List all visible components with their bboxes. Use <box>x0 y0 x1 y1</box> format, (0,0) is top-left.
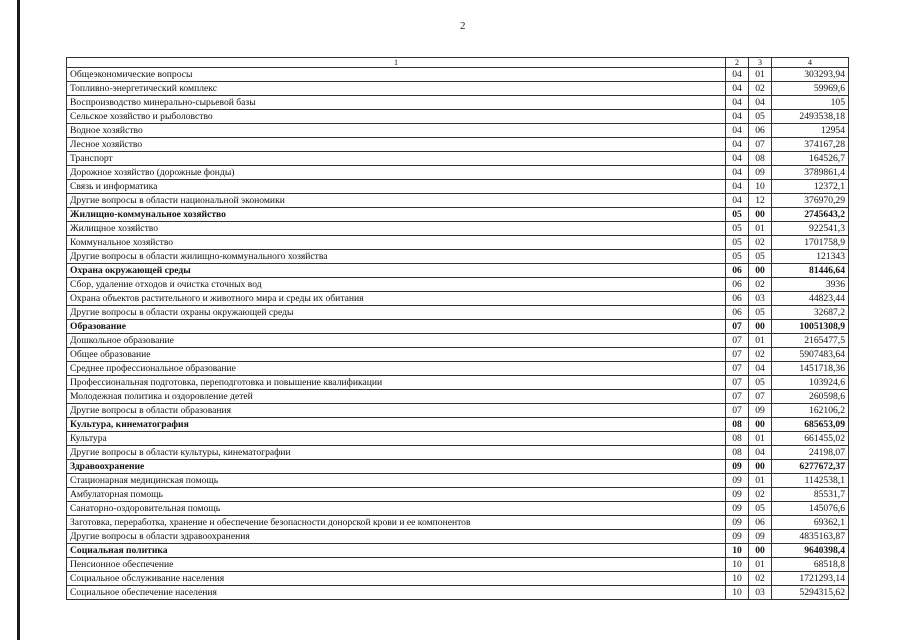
row-amount-cell: 4835163,87 <box>772 530 849 544</box>
row-amount-cell: 6277672,37 <box>772 460 849 474</box>
row-subsection-code-cell: 02 <box>749 82 772 96</box>
row-name-cell: Связь и информатика <box>67 180 726 194</box>
row-section-code-cell: 08 <box>726 432 749 446</box>
row-section-code-cell: 05 <box>726 236 749 250</box>
row-section-code-cell: 06 <box>726 264 749 278</box>
row-section-code-cell: 04 <box>726 68 749 82</box>
row-name-cell: Стационарная медицинская помощь <box>67 474 726 488</box>
row-amount-cell: 68518,8 <box>772 558 849 572</box>
row-subsection-code-cell: 00 <box>749 418 772 432</box>
row-subsection-code-cell: 01 <box>749 474 772 488</box>
table-row <box>67 348 849 362</box>
row-subsection-code-cell: 09 <box>749 166 772 180</box>
table-row <box>67 530 849 544</box>
row-name-cell: Транспорт <box>67 152 726 166</box>
row-subsection-code-cell: 00 <box>749 264 772 278</box>
row-subsection-code-cell: 09 <box>749 404 772 418</box>
table-row <box>67 152 849 166</box>
row-amount-cell: 103924,6 <box>772 376 849 390</box>
row-name-cell: Социальное обеспечение населения <box>67 586 726 600</box>
row-name-cell: Пенсионное обеспечение <box>67 558 726 572</box>
row-amount-cell: 374167,28 <box>772 138 849 152</box>
row-amount-cell: 44823,44 <box>772 292 849 306</box>
header-col-1: 1 <box>67 58 726 68</box>
row-section-code-cell: 09 <box>726 502 749 516</box>
row-amount-cell: 685653,09 <box>772 418 849 432</box>
row-subsection-code-cell: 01 <box>749 432 772 446</box>
table-row <box>67 334 849 348</box>
row-subsection-code-cell: 01 <box>749 68 772 82</box>
row-section-code-cell: 09 <box>726 530 749 544</box>
row-amount-cell: 81446,64 <box>772 264 849 278</box>
row-subsection-code-cell: 02 <box>749 348 772 362</box>
row-subsection-code-cell: 01 <box>749 222 772 236</box>
row-name-cell: Сельское хозяйство и рыболовство <box>67 110 726 124</box>
row-section-code-cell: 04 <box>726 110 749 124</box>
row-name-cell: Охрана объектов растительного и животного мира и среды их обитания <box>67 292 726 306</box>
row-section-code-cell: 04 <box>726 124 749 138</box>
table-row <box>67 264 849 278</box>
table-row <box>67 68 849 82</box>
row-name-cell: Жилищно-коммунальное хозяйство <box>67 208 726 222</box>
header-col-3: 3 <box>749 58 772 68</box>
row-subsection-code-cell: 00 <box>749 208 772 222</box>
row-amount-cell: 2165477,5 <box>772 334 849 348</box>
row-section-code-cell: 06 <box>726 278 749 292</box>
row-section-code-cell: 07 <box>726 348 749 362</box>
table-row <box>67 390 849 404</box>
row-section-code-cell: 10 <box>726 558 749 572</box>
row-section-code-cell: 04 <box>726 166 749 180</box>
row-name-cell: Другие вопросы в области культуры, кинематографии <box>67 446 726 460</box>
row-section-code-cell: 10 <box>726 544 749 558</box>
row-subsection-code-cell: 03 <box>749 586 772 600</box>
row-subsection-code-cell: 08 <box>749 152 772 166</box>
page-number: 2 <box>460 20 466 32</box>
row-section-code-cell: 07 <box>726 362 749 376</box>
row-subsection-code-cell: 12 <box>749 194 772 208</box>
table-row <box>67 194 849 208</box>
row-name-cell: Другие вопросы в области жилищно-коммунального хозяйства <box>67 250 726 264</box>
table-row <box>67 278 849 292</box>
row-amount-cell: 303293,94 <box>772 68 849 82</box>
row-section-code-cell: 07 <box>726 376 749 390</box>
table-row <box>67 208 849 222</box>
row-subsection-code-cell: 02 <box>749 572 772 586</box>
row-section-code-cell: 10 <box>726 572 749 586</box>
row-section-code-cell: 06 <box>726 292 749 306</box>
row-name-cell: Охрана окружающей среды <box>67 264 726 278</box>
row-name-cell: Культура, кинематография <box>67 418 726 432</box>
row-section-code-cell: 04 <box>726 138 749 152</box>
row-amount-cell: 1701758,9 <box>772 236 849 250</box>
row-subsection-code-cell: 10 <box>749 180 772 194</box>
row-section-code-cell: 09 <box>726 488 749 502</box>
row-amount-cell: 5294315,62 <box>772 586 849 600</box>
table-header-row <box>67 58 849 68</box>
row-subsection-code-cell: 07 <box>749 390 772 404</box>
row-amount-cell: 105 <box>772 96 849 110</box>
table-row <box>67 96 849 110</box>
table-row <box>67 236 849 250</box>
row-amount-cell: 69362,1 <box>772 516 849 530</box>
row-subsection-code-cell: 01 <box>749 558 772 572</box>
row-subsection-code-cell: 00 <box>749 544 772 558</box>
row-name-cell: Среднее профессиональное образование <box>67 362 726 376</box>
row-name-cell: Воспроизводство минерально-сырьевой базы <box>67 96 726 110</box>
row-section-code-cell: 07 <box>726 390 749 404</box>
row-amount-cell: 85531,7 <box>772 488 849 502</box>
row-subsection-code-cell: 02 <box>749 278 772 292</box>
row-name-cell: Коммунальное хозяйство <box>67 236 726 250</box>
row-subsection-code-cell: 00 <box>749 460 772 474</box>
row-subsection-code-cell: 04 <box>749 446 772 460</box>
row-name-cell: Другие вопросы в области здравоохранения <box>67 530 726 544</box>
table-row <box>67 558 849 572</box>
row-section-code-cell: 07 <box>726 334 749 348</box>
row-amount-cell: 376970,29 <box>772 194 849 208</box>
row-subsection-code-cell: 04 <box>749 362 772 376</box>
table-row <box>67 222 849 236</box>
row-name-cell: Амбулаторная помощь <box>67 488 726 502</box>
row-name-cell: Жилищное хозяйство <box>67 222 726 236</box>
row-amount-cell: 260598,6 <box>772 390 849 404</box>
row-name-cell: Лесное хозяйство <box>67 138 726 152</box>
row-name-cell: Профессиональная подготовка, переподготовка и повышение квалификации <box>67 376 726 390</box>
row-subsection-code-cell: 00 <box>749 320 772 334</box>
table-row <box>67 138 849 152</box>
table-row <box>67 306 849 320</box>
row-name-cell: Топливно-энергетический комплекс <box>67 82 726 96</box>
table-row <box>67 320 849 334</box>
row-name-cell: Общеэкономические вопросы <box>67 68 726 82</box>
row-section-code-cell: 10 <box>726 586 749 600</box>
row-amount-cell: 121343 <box>772 250 849 264</box>
row-subsection-code-cell: 09 <box>749 530 772 544</box>
row-subsection-code-cell: 06 <box>749 124 772 138</box>
row-name-cell: Дошкольное образование <box>67 334 726 348</box>
row-section-code-cell: 08 <box>726 446 749 460</box>
row-amount-cell: 12372,1 <box>772 180 849 194</box>
row-section-code-cell: 09 <box>726 460 749 474</box>
table-row <box>67 362 849 376</box>
row-name-cell: Другие вопросы в области национальной экономики <box>67 194 726 208</box>
row-amount-cell: 1451718,36 <box>772 362 849 376</box>
row-section-code-cell: 04 <box>726 96 749 110</box>
table-row <box>67 124 849 138</box>
row-amount-cell: 3789861,4 <box>772 166 849 180</box>
row-section-code-cell: 06 <box>726 306 749 320</box>
row-subsection-code-cell: 02 <box>749 488 772 502</box>
row-subsection-code-cell: 07 <box>749 138 772 152</box>
row-amount-cell: 661455,02 <box>772 432 849 446</box>
row-amount-cell: 2493538,18 <box>772 110 849 124</box>
row-subsection-code-cell: 05 <box>749 306 772 320</box>
row-section-code-cell: 08 <box>726 418 749 432</box>
row-amount-cell: 32687,2 <box>772 306 849 320</box>
row-section-code-cell: 05 <box>726 222 749 236</box>
row-amount-cell: 1142538,1 <box>772 474 849 488</box>
row-amount-cell: 2745643,2 <box>772 208 849 222</box>
table-row <box>67 404 849 418</box>
row-amount-cell: 9640398,4 <box>772 544 849 558</box>
row-amount-cell: 5907483,64 <box>772 348 849 362</box>
row-section-code-cell: 04 <box>726 194 749 208</box>
scan-edge-line <box>17 0 20 640</box>
row-section-code-cell: 09 <box>726 516 749 530</box>
row-section-code-cell: 09 <box>726 474 749 488</box>
table-row <box>67 474 849 488</box>
row-amount-cell: 10051308,9 <box>772 320 849 334</box>
row-name-cell: Сбор, удаление отходов и очистка сточных вод <box>67 278 726 292</box>
row-name-cell: Образование <box>67 320 726 334</box>
row-amount-cell: 59969,6 <box>772 82 849 96</box>
row-subsection-code-cell: 02 <box>749 236 772 250</box>
header-col-4: 4 <box>772 58 849 68</box>
table-row <box>67 516 849 530</box>
table-row <box>67 432 849 446</box>
row-name-cell: Молодежная политика и оздоровление детей <box>67 390 726 404</box>
row-subsection-code-cell: 04 <box>749 96 772 110</box>
row-name-cell: Другие вопросы в области образования <box>67 404 726 418</box>
table-row <box>67 166 849 180</box>
row-subsection-code-cell: 05 <box>749 376 772 390</box>
row-name-cell: Водное хозяйство <box>67 124 726 138</box>
row-name-cell: Здравоохранение <box>67 460 726 474</box>
row-section-code-cell: 05 <box>726 208 749 222</box>
table-row <box>67 502 849 516</box>
row-amount-cell: 3936 <box>772 278 849 292</box>
table-row <box>67 376 849 390</box>
table-row <box>67 488 849 502</box>
row-subsection-code-cell: 05 <box>749 250 772 264</box>
table-row <box>67 292 849 306</box>
budget-table <box>66 57 849 600</box>
row-name-cell: Санаторно-оздоровительная помощь <box>67 502 726 516</box>
row-amount-cell: 12954 <box>772 124 849 138</box>
row-amount-cell: 24198,07 <box>772 446 849 460</box>
row-subsection-code-cell: 05 <box>749 110 772 124</box>
table-row <box>67 586 849 600</box>
row-name-cell: Социальная политика <box>67 544 726 558</box>
table-row <box>67 544 849 558</box>
row-amount-cell: 922541,3 <box>772 222 849 236</box>
row-section-code-cell: 04 <box>726 82 749 96</box>
row-subsection-code-cell: 05 <box>749 502 772 516</box>
row-name-cell: Другие вопросы в области охраны окружающей среды <box>67 306 726 320</box>
row-name-cell: Заготовка, переработка, хранение и обеспечение безопасности донорской крови и ее компонентов <box>67 516 726 530</box>
table-row <box>67 460 849 474</box>
row-amount-cell: 145076,6 <box>772 502 849 516</box>
row-amount-cell: 162106,2 <box>772 404 849 418</box>
row-section-code-cell: 07 <box>726 320 749 334</box>
table-row <box>67 446 849 460</box>
row-amount-cell: 164526,7 <box>772 152 849 166</box>
table-row <box>67 418 849 432</box>
row-name-cell: Общее образование <box>67 348 726 362</box>
row-name-cell: Культура <box>67 432 726 446</box>
row-amount-cell: 1721293,14 <box>772 572 849 586</box>
table-row <box>67 110 849 124</box>
row-section-code-cell: 04 <box>726 180 749 194</box>
row-subsection-code-cell: 03 <box>749 292 772 306</box>
header-col-2: 2 <box>726 58 749 68</box>
row-section-code-cell: 04 <box>726 152 749 166</box>
row-section-code-cell: 07 <box>726 404 749 418</box>
row-section-code-cell: 05 <box>726 250 749 264</box>
row-subsection-code-cell: 01 <box>749 334 772 348</box>
row-name-cell: Социальное обслуживание населения <box>67 572 726 586</box>
row-subsection-code-cell: 06 <box>749 516 772 530</box>
table-row <box>67 82 849 96</box>
table-row <box>67 180 849 194</box>
table-row <box>67 250 849 264</box>
row-name-cell: Дорожное хозяйство (дорожные фонды) <box>67 166 726 180</box>
table-row <box>67 572 849 586</box>
